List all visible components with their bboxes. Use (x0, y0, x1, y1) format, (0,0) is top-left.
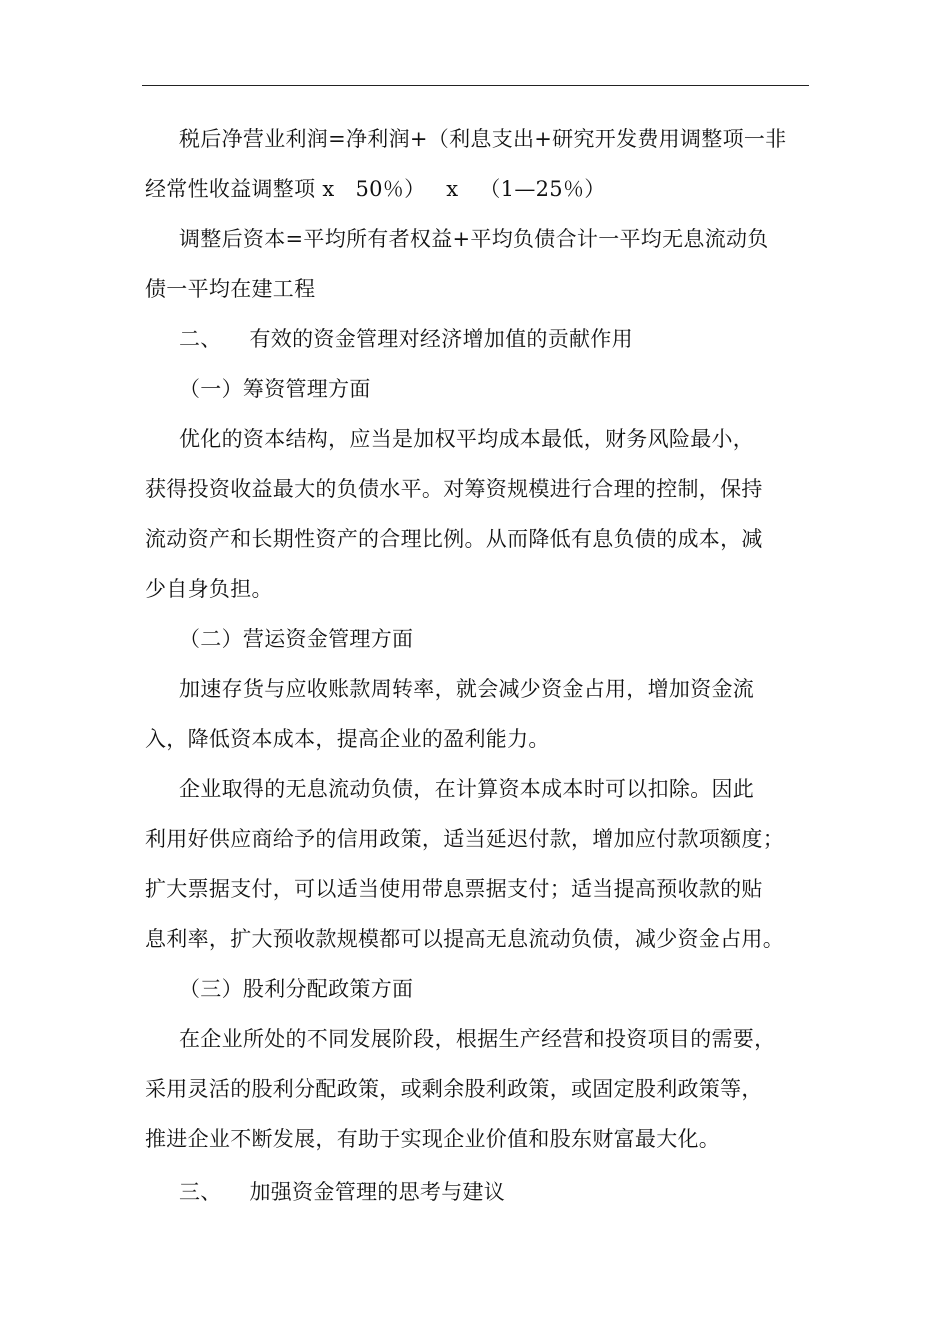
text-line: 债一平均在建工程 (145, 277, 316, 301)
text-line: 获得投资收益最大的负债水平。对筹资规模进行合理的控制，保持 (145, 477, 763, 501)
section-heading-2 (145, 314, 805, 364)
paragraph-operating-2 (145, 764, 805, 964)
text-line: 息利率，扩大预收款规模都可以提高无息流动负债，减少资金占用。 (145, 927, 784, 951)
paragraph-formula-nopat (145, 114, 805, 214)
text-line: 流动资产和长期性资产的合理比例。从而降低有息负债的成本，减 (145, 527, 763, 551)
paragraph-operating-1 (145, 664, 805, 764)
subheading-text: （一）筹资管理方面 (179, 377, 371, 401)
subsection-heading-3 (145, 964, 805, 1014)
text-line: 少自身负担。 (145, 577, 273, 601)
text-line: 企业取得的无息流动负债，在计算资本成本时可以扣除。因此 (179, 777, 755, 801)
heading-text: 三、 加强资金管理的思考与建议 (179, 1180, 506, 1204)
subheading-text: （三）股利分配政策方面 (179, 977, 414, 1001)
subsection-heading-1 (145, 364, 805, 414)
text-line: 利用好供应商给予的信用政策，适当延迟付款，增加应付款项额度； (145, 827, 784, 851)
text-line: 在企业所处的不同发展阶段，根据生产经营和投资项目的需要， (179, 1027, 776, 1051)
text-line: 加速存货与应收账款周转率，就会减少资金占用，增加资金流 (179, 677, 755, 701)
header-rule (142, 85, 809, 86)
paragraph-formula-adjusted-capital (145, 214, 805, 314)
text-line: 税后净营业利润=净利润+（利息支出+研究开发费用调整项一非 (179, 127, 787, 151)
text-line: 采用灵活的股利分配政策，或剩余股利政策，或固定股利政策等， (145, 1077, 763, 1101)
section-heading-3 (145, 1167, 805, 1217)
subheading-text: （二）营运资金管理方面 (179, 627, 414, 651)
text-line: 优化的资本结构，应当是加权平均成本最低，财务风险最小， (179, 427, 755, 451)
subsection-heading-2 (145, 614, 805, 664)
paragraph-financing (145, 414, 805, 614)
text-line: 扩大票据支付，可以适当使用带息票据支付；适当提高预收款的贴 (145, 877, 763, 901)
paragraph-dividend (145, 1014, 805, 1164)
document-body (145, 114, 805, 1217)
text-line: 入，降低资本成本，提高企业的盈利能力。 (145, 727, 550, 751)
text-line: 推进企业不断发展，有助于实现企业价值和股东财富最大化。 (145, 1127, 721, 1151)
text-line: 经常性收益调整项 x 50％） x （1—25％） (145, 177, 606, 201)
text-line: 调整后资本=平均所有者权益+平均负债合计一平均无息流动负 (179, 227, 769, 251)
heading-text: 二、 有效的资金管理对经济增加值的贡献作用 (179, 327, 633, 351)
